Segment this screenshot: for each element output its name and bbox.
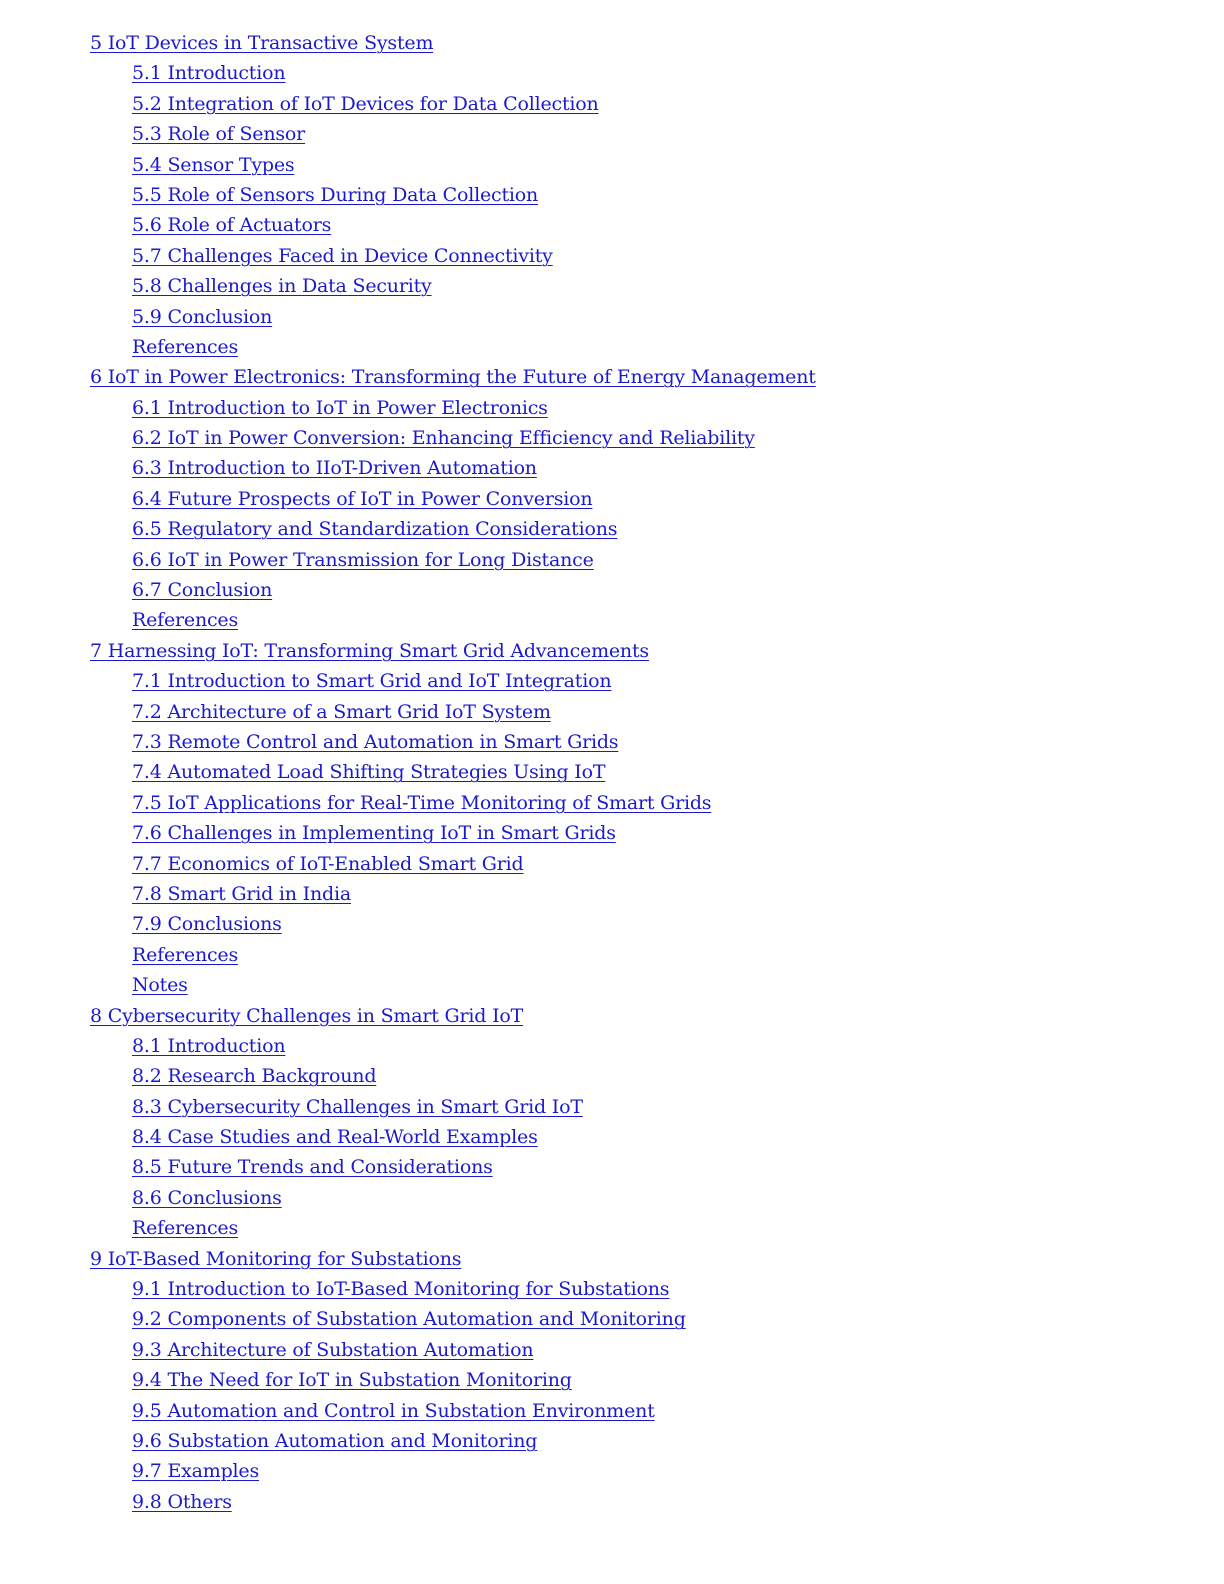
toc-section-link[interactable]: 5.4 Sensor Types xyxy=(132,153,295,176)
toc-section-link[interactable]: 5.2 Integration of IoT Devices for Data Collection xyxy=(132,92,599,115)
toc-section-link[interactable]: 6.3 Introduction to IIoT-Driven Automation xyxy=(132,457,537,480)
toc-section-link[interactable]: Notes xyxy=(132,974,188,997)
toc-chapter-link[interactable]: 7 Harnessing IoT: Transforming Smart Grid Advancements xyxy=(90,639,649,662)
toc-section-link[interactable]: 7.6 Challenges in Implementing IoT in Smart Grids xyxy=(132,822,616,845)
toc-section-link[interactable]: 7.5 IoT Applications for Real-Time Monitoring of Smart Grids xyxy=(132,791,712,814)
toc-section-link[interactable]: 5.1 Introduction xyxy=(132,62,286,85)
toc-section-link[interactable]: 7.4 Automated Load Shifting Strategies Using IoT xyxy=(132,761,606,784)
toc-chapter-link[interactable]: 6 IoT in Power Electronics: Transforming the Future of Energy Management xyxy=(90,366,816,389)
toc-section-link[interactable]: 9.1 Introduction to IoT-Based Monitoring for Substations xyxy=(132,1278,670,1301)
toc-section-link[interactable]: References xyxy=(132,943,239,966)
toc-section-link[interactable]: 5.6 Role of Actuators xyxy=(132,214,332,237)
toc-section-link[interactable]: References xyxy=(132,1217,239,1240)
toc-section-link[interactable]: 7.2 Architecture of a Smart Grid IoT System xyxy=(132,700,551,723)
toc-chapter-link[interactable]: 8 Cybersecurity Challenges in Smart Grid IoT xyxy=(90,1004,524,1027)
toc-section-link[interactable]: References xyxy=(132,335,239,358)
toc-section-link[interactable]: 6.4 Future Prospects of IoT in Power Conversion xyxy=(132,487,593,510)
toc-section-link[interactable]: 6.6 IoT in Power Transmission for Long Distance xyxy=(132,548,594,571)
toc-section-link[interactable]: 9.3 Architecture of Substation Automation xyxy=(132,1338,534,1361)
toc-section-link[interactable]: 9.7 Examples xyxy=(132,1460,260,1483)
toc-section-link[interactable]: 6.7 Conclusion xyxy=(132,579,273,602)
toc-section-link[interactable]: 5.8 Challenges in Data Security xyxy=(132,275,432,298)
toc-section-link[interactable]: 8.2 Research Background xyxy=(132,1065,377,1088)
toc-section-link[interactable]: 8.3 Cybersecurity Challenges in Smart Grid IoT xyxy=(132,1095,583,1118)
toc-section-link[interactable]: 8.6 Conclusions xyxy=(132,1186,282,1209)
toc-section-link[interactable]: 7.3 Remote Control and Automation in Smart Grids xyxy=(132,730,619,753)
toc-section-link[interactable]: 5.9 Conclusion xyxy=(132,305,273,328)
toc-section-link[interactable]: 8.5 Future Trends and Considerations xyxy=(132,1156,493,1179)
toc-chapter-link[interactable]: 5 IoT Devices in Transactive System xyxy=(90,32,434,54)
toc-section-link[interactable]: References xyxy=(132,609,239,632)
toc-section-link[interactable]: 9.2 Components of Substation Automation and Monitoring xyxy=(132,1308,686,1331)
toc-section-link[interactable]: 7.8 Smart Grid in India xyxy=(132,882,351,905)
toc-section-link[interactable]: 5.7 Challenges Faced in Device Connectivity xyxy=(132,244,553,267)
toc-section-link[interactable]: 7.1 Introduction to Smart Grid and IoT Integration xyxy=(132,670,612,693)
table-of-contents xyxy=(0,28,1224,1517)
toc-section-link[interactable]: 9.5 Automation and Control in Substation Environment xyxy=(132,1399,655,1422)
toc-section-link[interactable]: 8.4 Case Studies and Real-World Examples xyxy=(132,1126,538,1149)
toc-section-link[interactable]: 8.1 Introduction xyxy=(132,1034,286,1057)
toc-section-link[interactable]: 9.6 Substation Automation and Monitoring xyxy=(132,1429,538,1452)
toc-section-link[interactable]: 6.5 Regulatory and Standardization Considerations xyxy=(132,518,618,541)
toc-section-link[interactable]: 9.4 The Need for IoT in Substation Monitoring xyxy=(132,1369,572,1392)
toc-section-link[interactable]: 6.2 IoT in Power Conversion: Enhancing Efficiency and Reliability xyxy=(132,427,755,450)
toc-section-link[interactable]: 7.7 Economics of IoT-Enabled Smart Grid xyxy=(132,852,524,875)
toc-section-link[interactable]: 7.9 Conclusions xyxy=(132,913,282,936)
toc-section-link[interactable]: 5.5 Role of Sensors During Data Collection xyxy=(132,183,539,206)
toc-section-link[interactable]: 5.3 Role of Sensor xyxy=(132,123,306,146)
toc-section-link[interactable]: 9.8 Others xyxy=(132,1490,232,1513)
toc-chapter-link[interactable]: 9 IoT-Based Monitoring for Substations xyxy=(90,1247,462,1270)
toc-section-link[interactable]: 6.1 Introduction to IoT in Power Electronics xyxy=(132,396,548,419)
